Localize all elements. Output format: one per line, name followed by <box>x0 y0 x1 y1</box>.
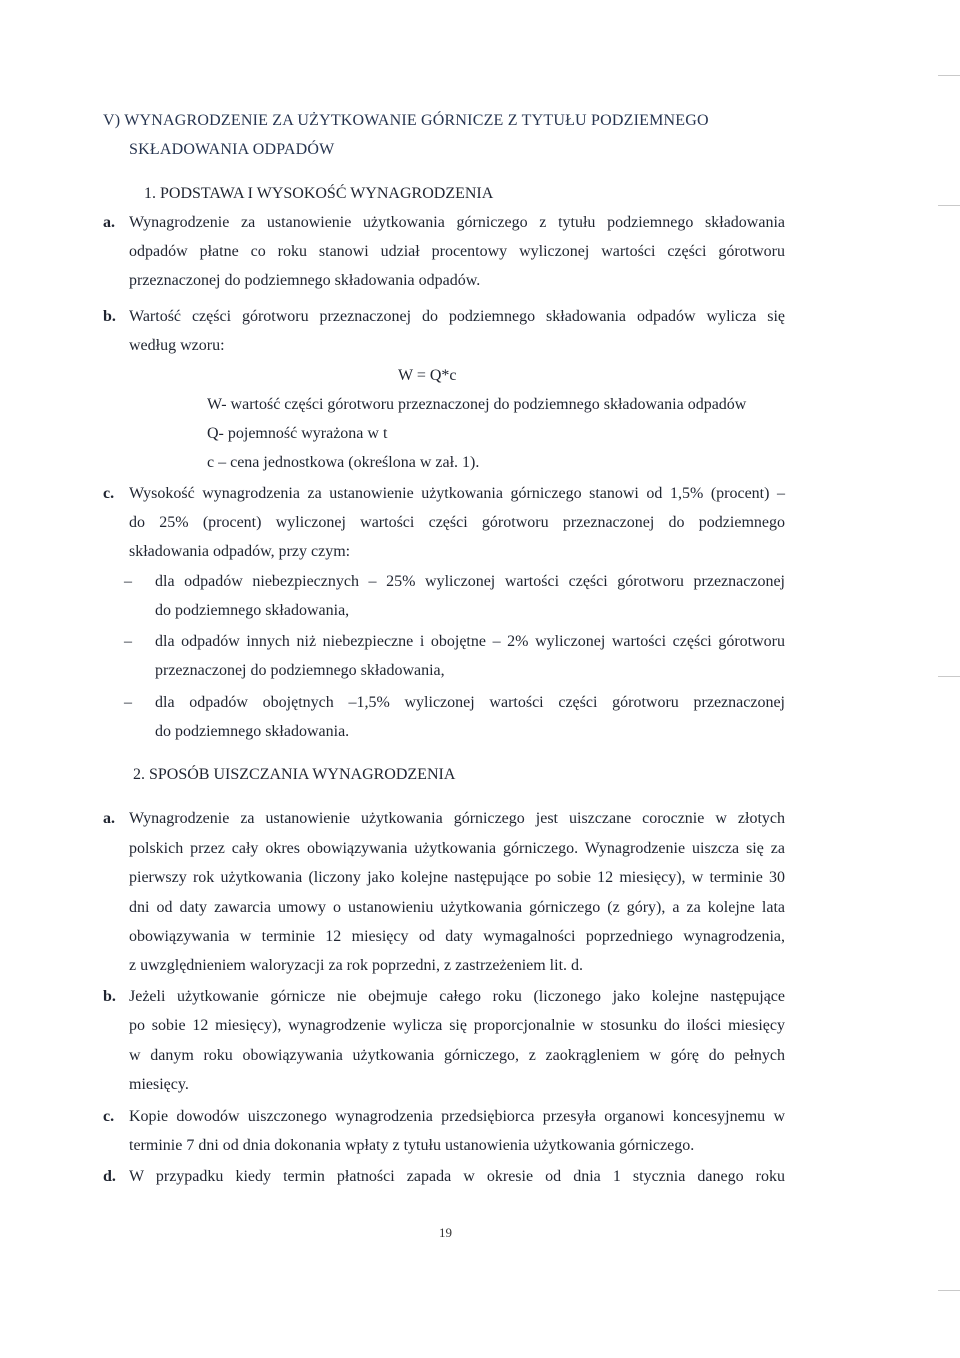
part1-c-line-1: Wysokość wynagrodzenia za ustanowienie użytkowania górniczego stanowi od 1,5% (procent) – <box>129 485 785 502</box>
part2-a-line-2: polskich przez cały okres obowiązywania użytkowania górniczego. Wynagrodzenie uiszcza się za <box>129 840 785 857</box>
scan-edge-mark <box>938 75 960 76</box>
section-title-line-1: V) WYNAGRODZENIE ZA UŻYTKOWANIE GÓRNICZE Z TYTUŁU PODZIEMNEGO <box>103 112 709 129</box>
part2-heading: 2. SPOSÓB UISZCZANIA WYNAGRODZENIA <box>133 766 456 783</box>
part1-heading: 1. PODSTAWA I WYSOKOŚĆ WYNAGRODZENIA <box>144 185 494 202</box>
part2-a-marker: a. <box>103 810 115 827</box>
part2-a-line-3: pierwszy rok użytkowania (liczony jako kolejne następujące po sobie 12 miesięcy), w terminie 30 <box>129 869 785 886</box>
part2-c-marker: c. <box>103 1108 115 1125</box>
scan-edge-mark <box>938 205 960 206</box>
list-item-3-line-2: do podziemnego składowania. <box>155 723 350 740</box>
part1-a-line-3: przeznaczonej do podziemnego składowania odpadów. <box>129 272 481 289</box>
part1-c-marker: c. <box>103 485 115 502</box>
part1-a-marker: a. <box>103 214 115 231</box>
part2-a-line-6: z uwzględnieniem waloryzacji za rok poprzedni, z zastrzeżeniem lit. d. <box>129 957 584 974</box>
list-item-2-line-1: dla odpadów innych niż niebezpieczne i obojętne – 2% wyliczonej wartości części górotworu <box>155 633 785 650</box>
part2-c-line-2: terminie 7 dni od dnia dokonania wpłaty z tytułu ustanowienia użytkowania górniczego. <box>129 1137 695 1154</box>
part2-b-line-4: miesięcy. <box>129 1076 189 1093</box>
list-item-1-line-1: dla odpadów niebezpiecznych – 25% wyliczonej wartości części górotworu przeznaczonej <box>155 573 785 590</box>
list-dash-1: – <box>124 573 132 590</box>
part1-c-line-3: składowania odpadów, przy czym: <box>129 543 351 560</box>
definition-c: c – cena jednostkowa (określona w zał. 1). <box>207 454 480 471</box>
definition-w: W- wartość części górotworu przeznaczonej do podziemnego składowania odpadów <box>207 396 747 413</box>
list-item-3-line-1: dla odpadów obojętnych –1,5% wyliczonej wartości części górotworu przeznaczonej <box>155 694 785 711</box>
list-item-2-line-2: przeznaczonej do podziemnego składowania, <box>155 662 445 679</box>
part2-b-line-2: po sobie 12 miesięcy), wynagrodzenie wylicza się proporcjonalnie w stosunku do ilości miesięcy <box>129 1017 785 1034</box>
part2-a-line-4: dni od daty zawarcia umowy o ustanowieniu użytkowania górniczego (z góry), a za kolejne lata <box>129 899 785 916</box>
part1-b-line-2: według wzoru: <box>129 337 225 354</box>
formula: W = Q*c <box>398 367 457 384</box>
definition-q: Q- pojemność wyrażona w t <box>207 425 388 442</box>
scan-edge-mark <box>938 1290 960 1291</box>
part2-b-line-3: w danym roku obowiązywania użytkowania górniczego, z zaokrągleniem w górę do pełnych <box>129 1047 785 1064</box>
part2-a-line-5: obowiązywania w terminie 12 miesięcy od daty wymagalności poprzedniego wynagrodzenia, <box>129 928 785 945</box>
part2-d-marker: d. <box>103 1168 116 1185</box>
scan-edge-mark <box>938 676 960 677</box>
list-dash-2: – <box>124 633 132 650</box>
part1-a-line-2: odpadów płatne co roku stanowi udział procentowy wyliczonej wartości części górotworu <box>129 243 785 260</box>
part2-c-line-1: Kopie dowodów uiszczonego wynagrodzenia przedsiębiorca przesyła organowi koncesyjnemu w <box>129 1108 785 1125</box>
section-title-line-2: SKŁADOWANIA ODPADÓW <box>129 141 335 158</box>
part2-b-line-1: Jeżeli użytkowanie górnicze nie obejmuje całego roku (liczonego jako kolejne następujące <box>129 988 785 1005</box>
list-item-1-line-2: do podziemnego składowania, <box>155 602 350 619</box>
page-number: 19 <box>439 1225 452 1240</box>
part1-b-line-1: Wartość części górotworu przeznaczonej do podziemnego składowania odpadów wylicza się <box>129 308 785 325</box>
part1-b-marker: b. <box>103 308 116 325</box>
part1-c-line-2: do 25% (procent) wyliczonej wartości części górotworu przeznaczonej do podziemnego <box>129 514 785 531</box>
part2-b-marker: b. <box>103 988 116 1005</box>
part1-a-line-1: Wynagrodzenie za ustanowienie użytkowania górniczego z tytułu podziemnego składowania <box>129 214 785 231</box>
list-dash-3: – <box>124 694 132 711</box>
part2-a-line-1: Wynagrodzenie za ustanowienie użytkowania górniczego jest uiszczane corocznie w złotych <box>129 810 785 827</box>
part2-d-line-1: W przypadku kiedy termin płatności zapada w okresie od dnia 1 stycznia danego roku <box>129 1168 785 1185</box>
